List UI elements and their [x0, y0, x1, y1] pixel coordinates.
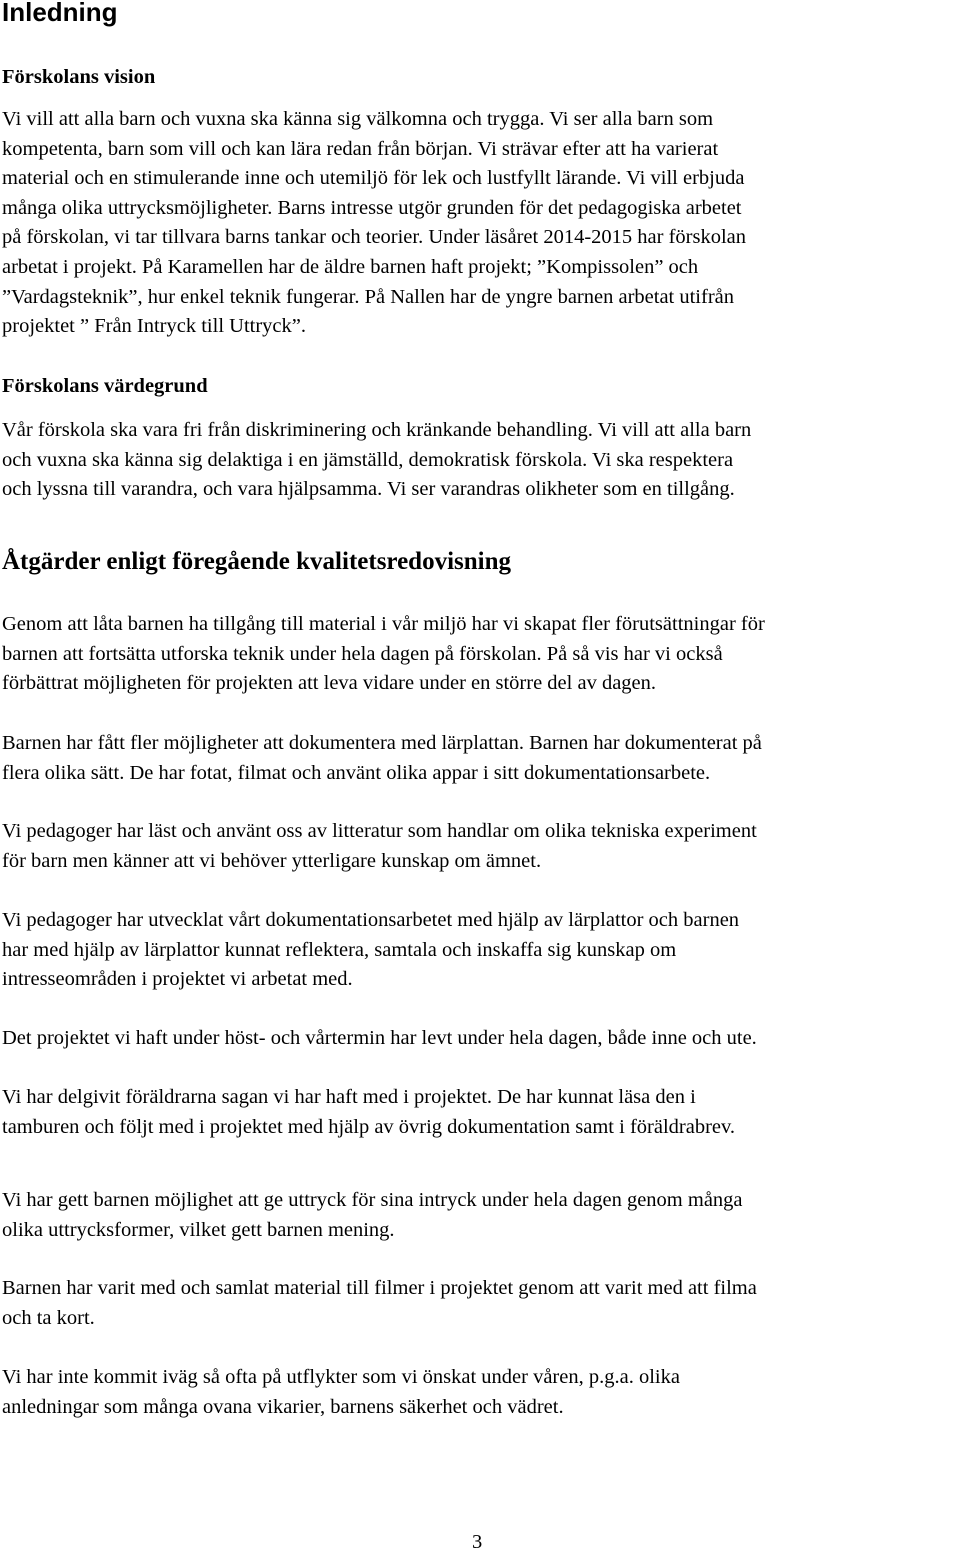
text-line: Det projektet vi haft under höst- och vårtermin har levt under hela dagen, både inne och ute.: [2, 1027, 757, 1049]
text-line: anledningar som många ovana vikarier, barnens säkerhet och vädret.: [2, 1395, 564, 1418]
text-line: tamburen och följt med i projektet med hjälp av övrig dokumentation samt i föräldrabrev.: [2, 1115, 736, 1138]
text-line: ”Vardagsteknik”, hur enkel teknik fungerar. På Nallen har de yngre barnen arbetat utifrån: [2, 285, 735, 308]
text-line: Genom att låta barnen ha tillgång till material i vår miljö har vi skapat fler förutsättningar för: [2, 613, 765, 635]
text-line: förbättrat möjligheten för projekten att leva vidare under en större del av dagen.: [2, 672, 657, 695]
page-title: Inledning: [2, 0, 118, 27]
text-line: Barnen har varit med och samlat material till filmer i projektet genom att varit med att filma: [2, 1277, 757, 1299]
text-line: barnen att fortsätta utforska teknik under hela dagen på förskolan. På så vis har vi också: [2, 642, 723, 665]
text-line: arbetat i projekt. På Karamellen har de äldre barnen haft projekt; ”Kompissolen” och: [2, 255, 699, 278]
page-number: 3: [472, 1531, 483, 1553]
text-line: och lyssna till varandra, och vara hjälpsamma. Vi ser varandras olikheter som en tillgång.: [2, 478, 735, 501]
text-line: Barnen har fått fler möjligheter att dokumentera med lärplattan. Barnen har dokumenterat på: [2, 732, 762, 754]
section-heading-atgarder: Åtgärder enligt föregående kvalitetsredovisning: [2, 548, 511, 575]
text-line: Vi pedagoger har utvecklat vårt dokumentationsarbetet med hjälp av lärplattor och barnen: [2, 909, 740, 931]
text-line: flera olika sätt. De har fotat, filmat och använt olika appar i sitt dokumentationsarbete.: [2, 761, 711, 784]
atgarder-paragraph: [2, 906, 954, 995]
text-line: intresseområden i projektet vi arbetat med.: [2, 968, 353, 991]
atgarder-paragraph: [2, 1274, 954, 1333]
text-line: Vi vill att alla barn och vuxna ska känna sig välkomna och trygga. Vi ser alla barn som: [2, 108, 714, 130]
text-line: kompetenta, barn som vill och kan lära redan från början. Vi strävar efter att ha varierat: [2, 137, 719, 160]
vardegrund-paragraph: [2, 416, 954, 505]
text-line: för barn men känner att vi behöver ytterligare kunskap om ämnet.: [2, 849, 542, 872]
text-line: Vår förskola ska vara fri från diskriminering och kränkande behandling. Vi vill att alla barn: [2, 419, 752, 441]
text-line: projektet ” Från Intryck till Uttryck”.: [2, 315, 306, 338]
text-line: material och en stimulerande inne och utemiljö för lek och lustfyllt lärande. Vi vill erbjuda: [2, 167, 745, 190]
text-line: Vi har inte kommit iväg så ofta på utflykter som vi önskat under våren, p.g.a. olika: [2, 1366, 680, 1388]
vision-paragraph: [2, 105, 954, 342]
text-line: och ta kort.: [2, 1306, 95, 1329]
atgarder-paragraph: [2, 729, 954, 788]
text-line: och vuxna ska känna sig delaktiga i en jämställd, demokratisk förskola. Vi ska respektera: [2, 448, 734, 471]
atgarder-paragraph: [2, 1363, 954, 1422]
atgarder-paragraph: [2, 1024, 954, 1054]
text-line: Vi har gett barnen möjlighet att ge uttryck för sina intryck under hela dagen genom många: [2, 1189, 743, 1211]
text-line: har med hjälp av lärplattor kunnat reflektera, samtala och inskaffa sig kunskap om: [2, 938, 677, 961]
section-heading-vardegrund: Förskolans värdegrund: [2, 375, 208, 397]
text-line: många olika uttrycksmöjligheter. Barns intresse utgör grunden för det pedagogiska arbetet: [2, 196, 742, 219]
section-heading-vision: Förskolans vision: [2, 66, 156, 88]
text-line: på förskolan, vi tar tillvara barns tankar och teorier. Under läsåret 2014-2015 har förskolan: [2, 226, 747, 249]
text-line: Vi har delgivit föräldrarna sagan vi har haft med i projektet. De har kunnat läsa den i: [2, 1086, 696, 1108]
text-line: olika uttrycksformer, vilket gett barnen mening.: [2, 1218, 395, 1241]
text-line: Vi pedagoger har läst och använt oss av litteratur som handlar om olika tekniska experiment: [2, 820, 757, 842]
atgarder-paragraph: [2, 817, 954, 876]
atgarder-paragraph: [2, 610, 954, 699]
atgarder-paragraph: [2, 1083, 954, 1142]
atgarder-paragraph: [2, 1186, 954, 1245]
